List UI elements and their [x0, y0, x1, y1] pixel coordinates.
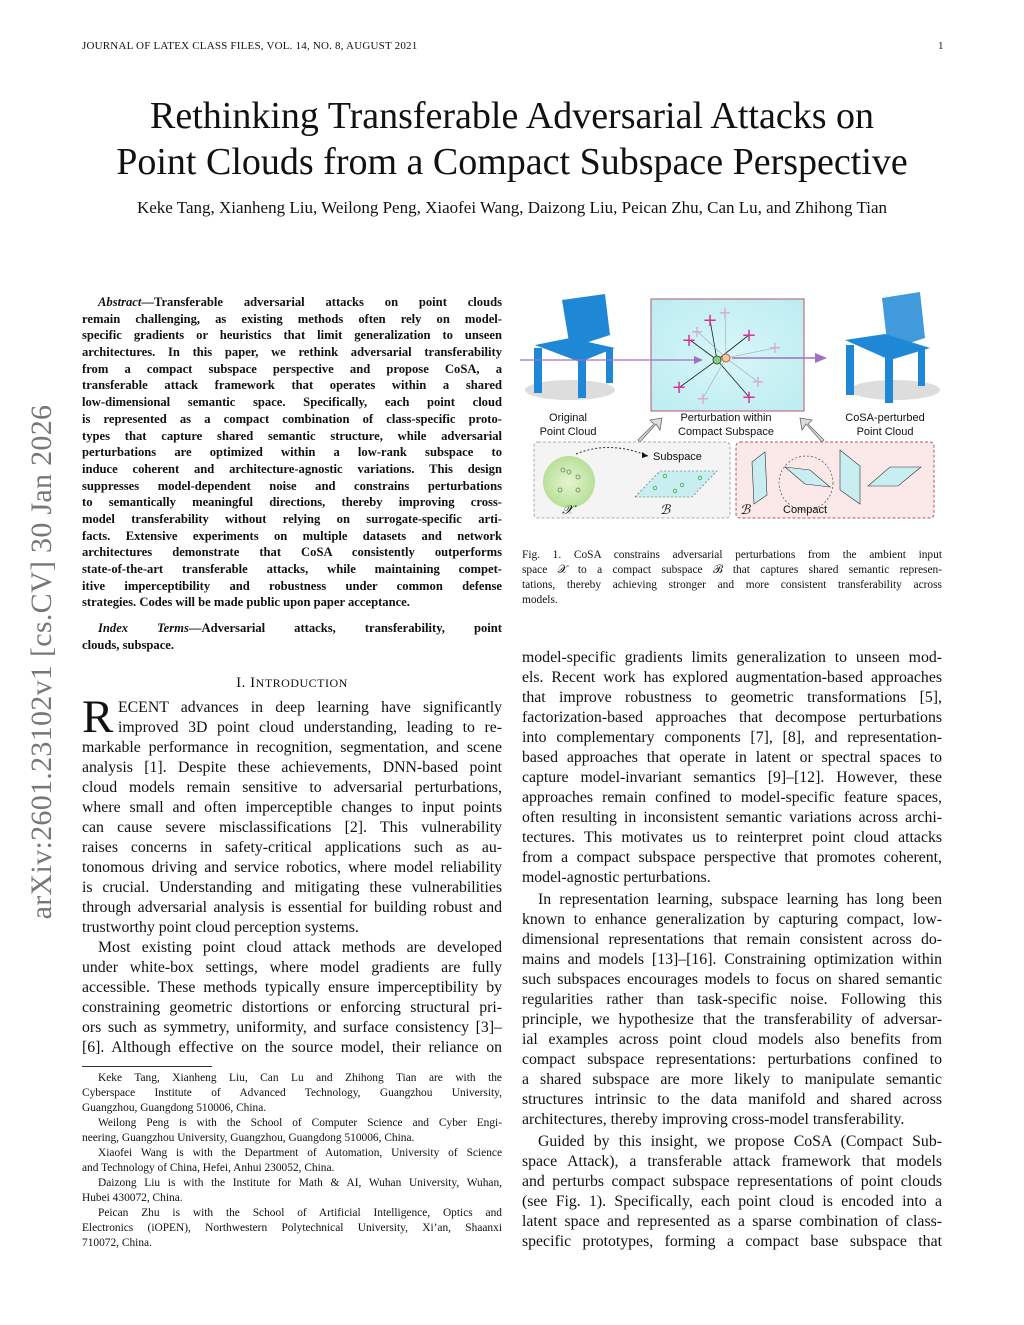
label-perturbation: Perturbation within [680, 412, 772, 424]
paragraph-line: known to enhance generalization by capturing compact, low- [522, 911, 942, 928]
svg-text:+: + [681, 330, 697, 351]
paragraph-line: cloud models remain sensitive to adversarial perturbations, [82, 779, 502, 796]
caption-line: models. [522, 594, 558, 606]
section-initial: I [250, 675, 256, 691]
abstract-line: transferable attack framework that operates within a shared [82, 378, 502, 393]
caption-line: space 𝒳 to a compact subspace ℬ that captures shared semantic represen- [522, 564, 942, 576]
index-terms-line [82, 620, 502, 637]
paragraph-line: approaches remain confined to model-specific feature spaces, [522, 789, 942, 806]
label-x-space: 𝒳 [562, 503, 574, 518]
abstract-line: model transferability without relying on surrogate-specific arti- [82, 511, 502, 526]
svg-text:+: + [702, 310, 718, 331]
footnote-line: Peican Zhu is with the School of Artificial Intelligence, Optics and [98, 1207, 502, 1219]
footnotes [82, 1071, 502, 1251]
abstract-line: to semantically meaningful directions, thereby improving cross- [82, 495, 502, 510]
footnote-line: Hubei 430072, China. [82, 1192, 183, 1204]
footnote-line: neering, Guangzhou University, Guangzhou, Guangdong 510006, China. [82, 1132, 415, 1144]
paragraph-line: els. Recent work has explored augmentation-based approaches [522, 669, 942, 686]
paragraph-line: capture model-invariant semantics [9]–[12]. However, these [522, 769, 942, 786]
section-heading-introduction [82, 675, 502, 692]
abstract-line [82, 294, 502, 311]
paragraph-line: a shared subspace are more likely to manipulate semantic [522, 1071, 942, 1088]
svg-text:+: + [718, 303, 732, 322]
paragraph-line: analysis [1]. Despite these achievements, DNN-based point [82, 759, 502, 776]
figure-caption [522, 548, 942, 608]
title-line-2: Point Clouds from a Compact Subspace Perspective [116, 141, 908, 183]
abstract-line: itive imperceptibility and robustness under common defense [82, 578, 502, 593]
running-header: JOURNAL OF LATEX CLASS FILES, VOL. 14, NO. 8, AUGUST 2021 [82, 40, 418, 52]
label-b-compact: ℬ [740, 503, 751, 518]
abstract-line: architectures demonstrate that CoSA consistently outperforms [82, 545, 502, 560]
paragraph-line: based approaches that operate in latent or spectral spaces to [522, 749, 942, 766]
paragraph-line: tonomous driving and service robotics, where model reliability [82, 859, 502, 876]
abstract-line: strategies. Codes will be made public upon paper acceptance. [82, 595, 410, 610]
paper-title [0, 93, 1024, 185]
abstract-line: remain challenging, as existing methods often rely on model- [82, 311, 502, 326]
paragraph-line: that improve robustness to geometric transformations [5], [522, 689, 942, 706]
section-rest: NTRODUCTION [255, 676, 348, 690]
abstract-line: types that capture shared semantic structure, while adversarial [82, 428, 502, 443]
page-number: 1 [938, 40, 944, 52]
footnote-line: Daizong Liu is with the Institute for Math & AI, Wuhan University, Wuhan, [98, 1177, 502, 1189]
paragraph-line: often resulting in inconsistent semantic variations across archi- [522, 809, 942, 826]
paragraph-line: where small and often imperceptible changes to input points [82, 799, 502, 816]
label-perturbed-point-cloud: Point Cloud [856, 426, 914, 438]
paragraph-line: and perturbs compact subspace representations of point clouds [522, 1173, 942, 1190]
label-point-cloud: Point Cloud [539, 426, 597, 438]
paragraph-line: accessible. These methods typically ensure imperceptibility by [82, 979, 502, 996]
author-list: Keke Tang, Xianheng Liu, Weilong Peng, Xiaofei Wang, Daizong Liu, Peican Zhu, Can Lu, and Zhihong Tian [136, 198, 888, 217]
paragraph-line: mains and models [13]–[16]. Constraining optimization within [522, 951, 942, 968]
paragraph-line: structures intrinsic to the data manifold and shared across [522, 1091, 942, 1108]
label-b-subspace: ℬ [660, 503, 671, 518]
paragraph-line: compact subspace representations: perturbations confined to [522, 1051, 942, 1068]
label-compact-subspace: Compact Subspace [678, 426, 774, 438]
paragraph-line: raises concerns in safety-critical applications such as au- [82, 839, 502, 856]
footnote-line: 710072, China. [82, 1237, 152, 1249]
abstract-line: perturbations are optimized within a low-rank subspace to [82, 445, 502, 460]
svg-text:+: + [696, 389, 710, 408]
footnote-line: Electronics (iOPEN), Northwestern Polytechnical University, Xi’an, Shaanxi [82, 1222, 502, 1234]
paragraph-line: such subspaces encourages models to focus on shared semantic [522, 971, 942, 988]
paragraph-line: is crucial. Understanding and mitigating these vulnerabilities [82, 879, 502, 896]
abstract-line: architectures. In this paper, we rethink adversarial transferability [82, 345, 502, 360]
original-chair-icon [525, 294, 615, 400]
footnote-line: Weilong Peng is with the School of Computer Science and Cyber Engi- [98, 1117, 502, 1129]
abstract-line: state-of-the-art transferable attacks, while maintaining compet- [82, 562, 502, 576]
drop-cap: R [82, 691, 114, 743]
paragraph-line: principle, we hypothesize that the transferability of adversar- [522, 1011, 942, 1028]
abstract-line: low-dimensional semantic space. Specifically, each point cloud [82, 395, 502, 410]
footnote-rule [82, 1066, 212, 1067]
index-terms-label: Index Terms [98, 621, 189, 635]
abstract-line: suppresses model-dependent noise and constrains perturbations [82, 478, 502, 493]
intro-left-column [82, 698, 502, 1058]
title-line-1: Rethinking Transferable Adversarial Attacks on [150, 95, 874, 137]
svg-text:+: + [671, 377, 687, 398]
paragraph-line: under white-box settings, where model gradients are fully [82, 959, 502, 976]
abstract-text: —Transferable adversarial attacks on point clouds [141, 295, 502, 309]
section-number: I. [236, 675, 246, 691]
paragraph-line: [6]. Although effective on the source model, their reliance on [82, 1039, 502, 1056]
paragraph-line: latent space and represented as a sparse combination of class- [522, 1213, 942, 1230]
paragraph-line: markable performance in recognition, segmentation, and scene [82, 739, 502, 756]
paragraph-line: improved 3D point cloud understanding, leading to re- [118, 719, 502, 736]
arxiv-stamp: arXiv:2601.23102v1 [cs.CV] 30 Jan 2026 [25, 404, 58, 920]
svg-text:+: + [768, 338, 782, 357]
paragraph-line: constraining geometric distortions or enforcing structural pri- [82, 999, 502, 1016]
footnote-line: Cyberspace Institute of Advanced Technology, Guangzhou University, [82, 1087, 502, 1099]
label-compact: Compact [783, 504, 828, 516]
index-terms [82, 620, 502, 653]
paragraph-line: tectures. This motivates us to reinterpret point cloud attacks [522, 829, 942, 846]
paragraph-line: (see Fig. 1). Specifically, each point cloud is encoded into a [522, 1193, 942, 1210]
paragraph-line: trustworthy point cloud perception systems. [82, 919, 359, 936]
paragraph-line: Guided by this insight, we propose CoSA (Compact Sub- [538, 1133, 942, 1150]
caption-line: tations, thereby achieving stronger and more consistent transferability across [522, 579, 942, 591]
paragraph-line: can cause severe misclassifications [2]. This vulnerability [82, 819, 502, 836]
paragraph-line: space Attack), a transferable attack framework that models [522, 1153, 942, 1170]
svg-text:+: + [690, 322, 704, 341]
abstract-line: specific gradients or heuristics that limit generalization to unseen [82, 328, 502, 343]
perturbed-chair-icon [845, 292, 940, 403]
paragraph-line: dimensional representations that remain consistent across do- [522, 931, 942, 948]
intro-right-column [522, 648, 942, 1252]
paragraph-line: factorization-based approaches that decompose perturbations [522, 709, 942, 726]
footnote-line: Xiaofei Wang is with the Department of Automation, University of Science [98, 1147, 502, 1159]
paragraph-line: Most existing point cloud attack methods are developed [98, 939, 502, 956]
footnote-line: and Technology of China, Hefei, Anhui 230052, China. [82, 1162, 335, 1174]
paragraph-line: regularities rather than task-specific noise. Following this [522, 991, 942, 1008]
paragraph-line: specific prototypes, forming a compact base subspace that [522, 1233, 942, 1250]
paragraph-line: ors such as symmetry, uniformity, and surface consistency [3]– [82, 1019, 502, 1036]
abstract-label: Abstract [98, 295, 142, 309]
abstract-line: is represented as a compact combination of class-specific proto- [82, 411, 502, 426]
paragraph-line: ial examples across point cloud models also benefits from [522, 1031, 942, 1048]
footnote-line: Guangzhou, Guangdong 510006, China. [82, 1102, 267, 1114]
svg-text:+: + [741, 325, 757, 346]
svg-text:+: + [751, 372, 765, 391]
paragraph-line: model-agnostic perturbations. [522, 869, 711, 886]
paragraph-line: ECENT advances in deep learning have significantly [118, 699, 502, 716]
paragraph-line: into complementary components [7], [8], and representation- [522, 729, 942, 746]
footnote-line: Keke Tang, Xianheng Liu, Can Lu and Zhihong Tian are with the [98, 1072, 502, 1084]
paragraph-line: model-specific gradients limits generalization to unseen mod- [522, 649, 942, 666]
abstract-line: facts. Extensive experiments on multiple datasets and network [82, 528, 502, 543]
label-subspace: Subspace [653, 451, 702, 463]
caption-line: Fig. 1. CoSA constrains adversarial perturbations from the ambient input [522, 549, 942, 561]
figure-1 [520, 290, 950, 530]
paragraph-line: from a compact subspace perspective that promotes coherent, [522, 849, 942, 866]
index-terms-text: —Adversarial attacks, transferability, point [188, 621, 502, 635]
abstract-line: induce coherent and architecture-agnostic variations. This design [82, 461, 502, 476]
paragraph-line: In representation learning, subspace learning has long been [538, 891, 942, 908]
label-original: Original [549, 412, 587, 424]
index-terms-line: clouds, subspace. [82, 637, 175, 652]
svg-text:+: + [741, 387, 757, 408]
paragraph-line: through adversarial analysis is essential for building robust and [82, 899, 502, 916]
paragraph-line: architectures, thereby improving cross-model transferability. [522, 1111, 905, 1128]
abstract-line: from a compact subspace perspective and propose CoSA, a [82, 361, 502, 376]
label-cosa-perturbed: CoSA-perturbed [845, 412, 925, 424]
abstract [82, 294, 502, 611]
